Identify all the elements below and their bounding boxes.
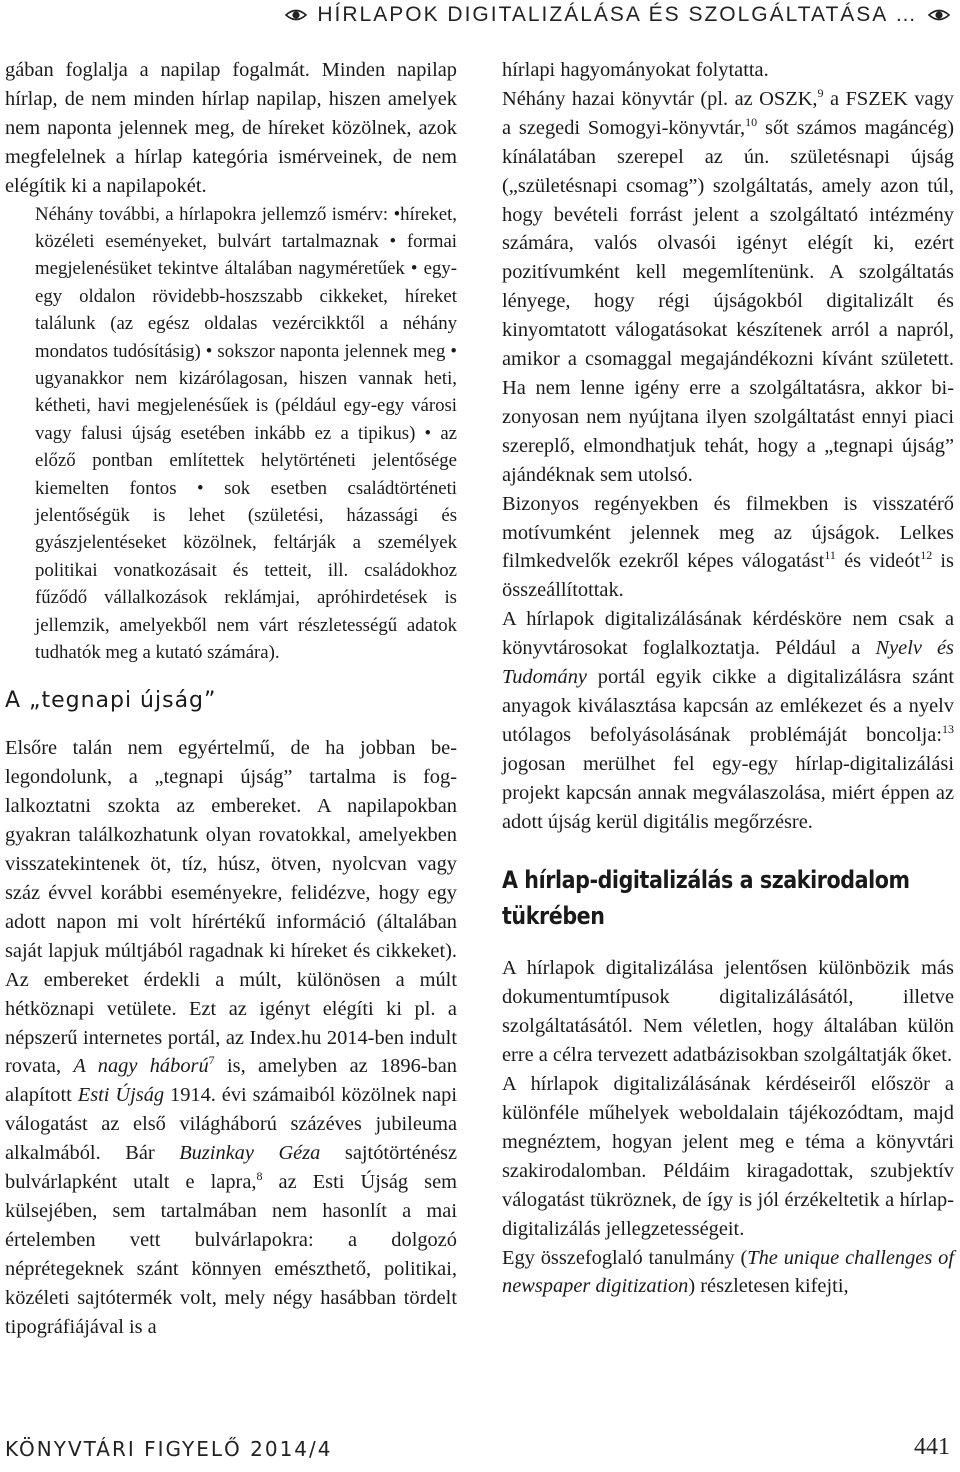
criteria-paragraph: Néhány további, a hírlapokra jellemző ismérv: •híreket, közéleti eseményeket, bulvárt tartalmaznak • formai megjelenésüket tekintve általában nagyméretűek • egy-egy oldalon rövidebb-hoszszabb cikkeket, híreket találunk (az egész oldalas vezércikktől a néhány mondatos tudósításig) • sokszor naponta jelennek meg • ugyanakkor nem kizárólagosan, hiszen vannak heti, kétheti, havi megjelenésűek is (például egy-egy városi vagy falusi újság esetében inkább ez a tipikus) • az előző pontban említettek helytörténeti jelentősége kiemelten fontos • sok esetben családtörténeti jelentőségük is lehet (születési, házassági és gyászjelentéseket közölnek, feltárják a személyek politikai vonatkozásait és tetteit, ill. családokhoz fűződő vállalkozások reklámjai, apróhirdetések is jellemzik, amelyekből nem várt részletességű adatok tudhatók meg a kutató számára). <box>35 203 457 664</box>
running-head <box>285 3 950 27</box>
section-heading-tegnapi-ujsag: A „tegnapi újság” <box>5 688 217 714</box>
running-title: HÍRLAPOK DIGITALIZÁLÁSA ÉS SZOLGÁLTATÁSA … <box>317 3 918 26</box>
italic-title: A nagy háború <box>73 1055 209 1078</box>
left-column <box>5 56 457 1341</box>
footnote-ref: 9 <box>817 85 824 100</box>
section-heading-szakirodalom: A hírlap-digitalizálás a szakirodalom tükrében <box>502 866 910 931</box>
italic-title: Nyelv és Tudomány <box>502 637 954 689</box>
italic-title: Esti Újság <box>77 1084 165 1107</box>
paragraph: A hírlapok digitalizálásának kérdéseiről először a különféle műhelyek weboldalain tájékozódtam, majd megnéztem, hogyan jelent meg e téma a könyvtári szakirodalomban. Példáim kiragadottak, szubjektív válogatást tükröznek, de így is jól érzékeltetik a hírlap-digitalizálás jellegzetességeit. <box>502 1073 954 1240</box>
paragraph: A hírlapok digitalizálása jelentősen különbözik más dokumentumtípusok digitalizálásától, illetve szolgáltatásától. Nem véletlen, hogy általában külön erre a célra tervezett adatbázisokban szolgáltatják őket. <box>502 957 954 1067</box>
paragraph: Egy összefoglaló tanulmány (The unique challenges of newspaper digitization) részletesen kifejti, <box>502 1246 954 1298</box>
footnote-ref: 10 <box>745 114 758 129</box>
journal-footer: KÖNYVTÁRI FIGYELŐ 2014/4 <box>5 1437 333 1461</box>
eye-icon <box>928 7 950 23</box>
paragraph: A hírlapok digitalizálásának kérdésköre nem csak a könyvtárosokat foglalkoztatja. Például a Nyelv és Tudomány portál egyik cikke a digitalizálásra szánt anyagok kiválasztása kapcsán az emlékezet és a nyelv utólagos befolyásolásának problémáját boncolja:$^{13}$ jogosan merülhet fel egy-egy hírlap-digitalizálási projekt kapcsán annak megválaszolása, miért éppen az adott újság kerül digitális megőrzésre. <box>502 608 954 833</box>
paragraph: gában foglalja a napilap fogalmát. Minden napilap hírlap, de nem minden hírlap napilap, hiszen amelyek nem naponta jelennek meg, de híreket közölnek, azok megfelelnek a hírlap kategória ismérveinek, de nem elégítik ki a napilapokét. <box>5 59 457 197</box>
footnote-ref: 7 <box>208 1053 215 1068</box>
paragraph: Néhány hazai könyvtár (pl. az OSZK,$^9$ a FSZEK vagy a szegedi Somogyi-könyvtár,$^{10}$ sőt számos magáncég) kínálatában szerepel az ún. születésnapi újság („születésnapi csomag”) szolgáltatás, amely azon túl, hogy bevételi forrást jelent a szolgáltató intézmény számára, valós olvasói igényt elégít ki, ezért pozitívumként kell megemlítenünk. A szolgáltatás lényege, hogy régi újságokból digitalizált és kinyomtatott válogatásokat készítenek arról a napról, amikor a csomaggal megajándékozni kívánt született. Ha nem lenne igény erre a szolgáltatásra, akkor bizonyosan nem nyújtana ilyen szolgáltatást ennyi piaci szereplő, elmondhatjuk tehát, hogy a „tegnapi újság” ajándéknak sem utolsó. <box>502 85 955 486</box>
footnote-ref: 11 <box>824 548 836 563</box>
paragraph: Bizonyos regényekben és filmekben is visszatérő motívumként jelennek meg az újságok. Lelkes filmkedvelők ezekről képes válogatást$^{11}$ és videót$^{12}$ is összeállítottak. <box>502 492 954 602</box>
footnote-ref: 13 <box>942 721 954 736</box>
paragraph: Elsőre talán nem egyértelmű, de ha jobban belegondolunk, a „tegnapi újság” tartalma is foglalkoztatni szokta az embereket. A napilapokban gyakran találkozhatunk olyan rovatokkal, amelyekben visszatekintenek öt, tíz, húsz, ötven, nyolcvan vagy száz évvel korábbi eseményekre, felidézve, hogy egy adott napon mi volt hírértékű információ (általában saját lapjuk múltjából ragadnak ki híreket és cikkeket). Az embereket érdekli a múlt, különösen a múlt hétköznapi vetülete. Ezt az igényt elégíti ki pl. a népszerű internetes portál, az Index.hu 2014-ben indult rovata, A nagy háború$^7$ is, amelyben az 1896-ban alapított Esti Újság 1914. évi számaiból közölnek napi válogatást az első világháború százéves jubileuma alkalmából. Bár Buzinkay Géza sajtótörténész bulvárlapként utalt e lapra,$^8$ az Esti Újság sem külsejében, sem tartalmában nem hasonlít a mai értelemben vett bulvárlapokra: a dolgozó néprétegeknek szánt könnyen emészthető, politikai, közéleti sajtótermék volt, mely négy hasábban tördelt tipográfiájával is a <box>5 737 458 1338</box>
footnote-ref: 8 <box>256 1169 263 1184</box>
right-column <box>502 56 954 1301</box>
italic-name: Buzinkay Géza <box>179 1142 321 1165</box>
italic-title: The unique challenges of newspaper digitization <box>502 1246 954 1298</box>
footnote-ref: 12 <box>920 548 933 563</box>
paragraph: hírlapi hagyományokat folytatta. <box>502 59 769 81</box>
page-number: 441 <box>914 1434 950 1460</box>
eye-icon <box>285 7 307 23</box>
